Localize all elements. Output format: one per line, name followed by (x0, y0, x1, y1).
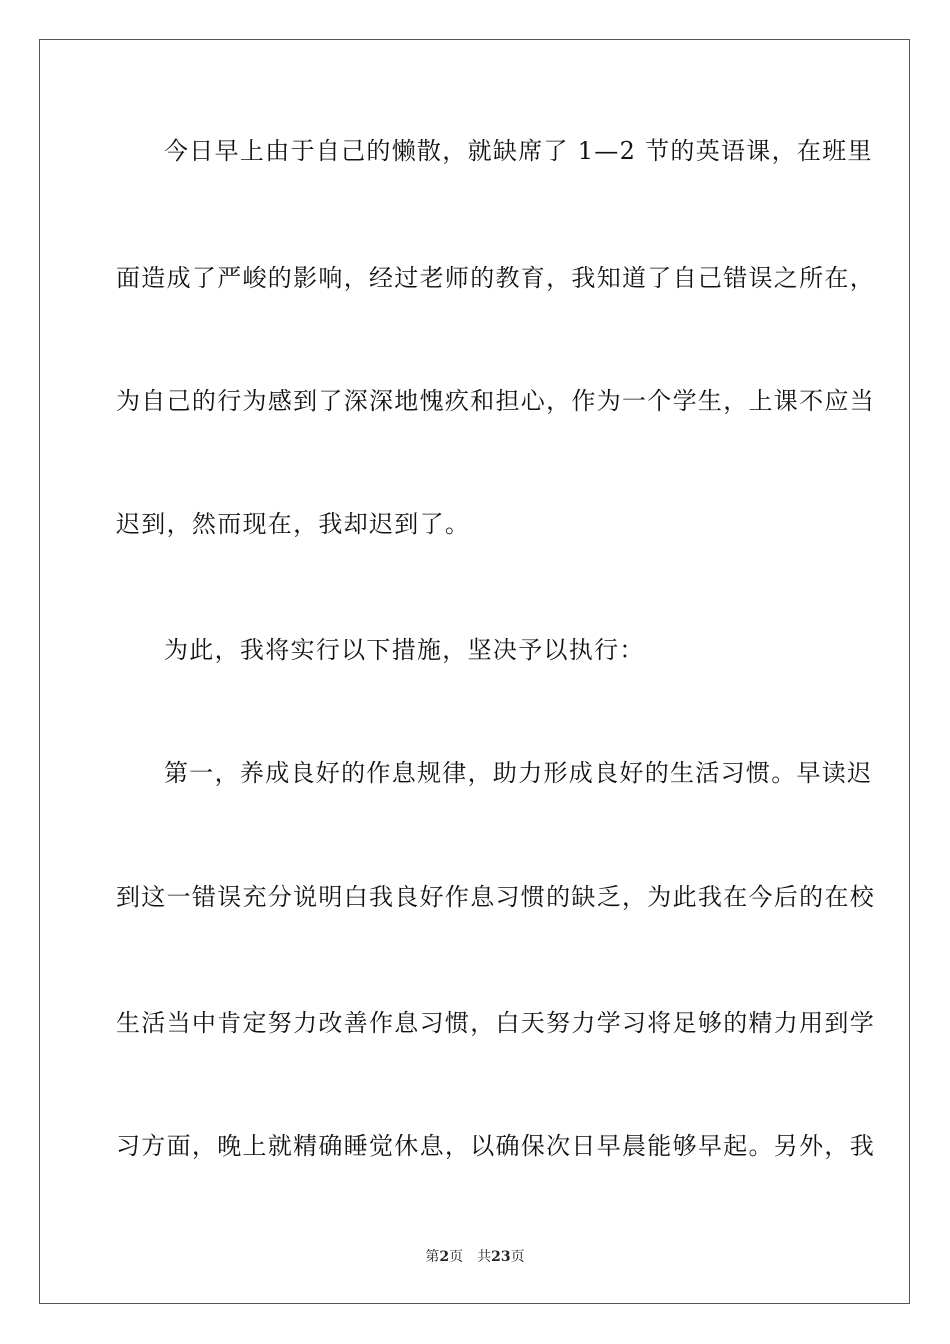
body-line-1: 今日早上由于自己的懒散，就缺席了 1—2 节的英语课，在班里 (164, 137, 873, 165)
body-line-8: 生活当中肯定努力改善作息习惯，白天努力学习将足够的精力用到学 (116, 1009, 875, 1037)
footer-page-prefix: 第 (425, 1249, 440, 1265)
footer-page-total: 23 (491, 1249, 511, 1265)
body-line-7: 到这一错误充分说明白我良好作息习惯的缺乏，为此我在今后的在校 (116, 883, 875, 911)
footer-page-unit: 页 (449, 1249, 464, 1265)
page-frame (39, 39, 910, 1304)
footer-total-prefix: 共 (477, 1249, 492, 1265)
body-line-4: 迟到，然而现在，我却迟到了。 (116, 510, 471, 538)
body-line-3: 为自己的行为感到了深深地愧疚和担心，作为一个学生，上课不应当 (116, 387, 875, 415)
footer-page-current: 2 (439, 1249, 450, 1265)
page-footer (0, 1248, 950, 1266)
footer-total-unit: 页 (510, 1249, 525, 1265)
body-line-9: 习方面，晚上就精确睡觉休息，以确保次日早晨能够早起。另外，我 (116, 1132, 875, 1160)
body-line-5: 为此，我将实行以下措施，坚决予以执行： (164, 636, 645, 664)
body-line-2: 面造成了严峻的影响，经过老师的教育，我知道了自己错误之所在， (116, 264, 875, 292)
body-line-6: 第一，养成良好的作息规律，助力形成良好的生活习惯。早读迟 (164, 759, 873, 787)
